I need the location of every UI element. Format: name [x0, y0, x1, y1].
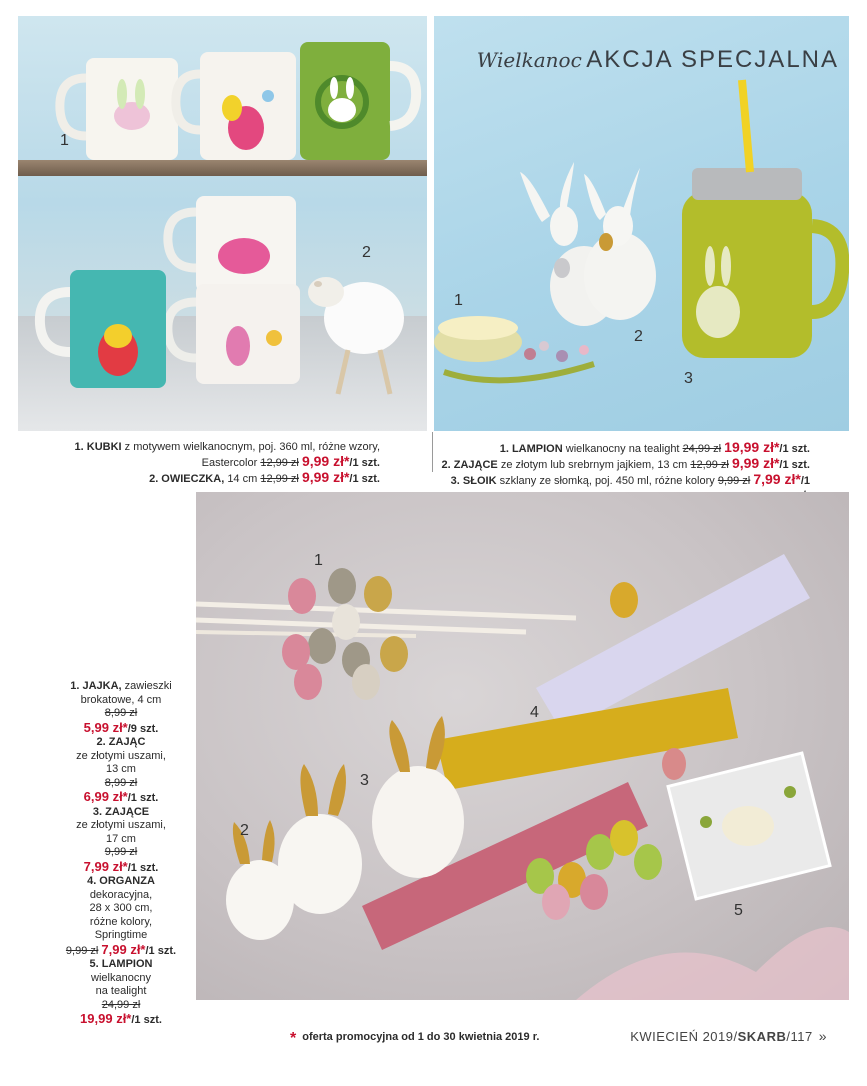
item-name: 2. OWIECZKA, [149, 473, 225, 485]
lantern-box [668, 753, 830, 899]
decor-number-3: 3 [360, 772, 369, 789]
item-description: ze złotym lub srebrnym jajkiem, 13 cm [500, 459, 688, 471]
decor-number-4: 4 [530, 704, 539, 721]
item-description: z motywem wielkanocnym, poj. 360 ml, różne wzory, Eastercolor [124, 441, 380, 469]
item-description: szklany ze słomką, poj. 450 ml, różne kolory [499, 475, 715, 487]
decor-number-5: 5 [734, 902, 743, 919]
caption-mugs [60, 440, 380, 486]
old-price: 12,99 zł [260, 457, 299, 469]
item-name: 1. KUBKI [74, 441, 122, 453]
item-description: 14 cm [227, 473, 258, 485]
list-item-lantern [58, 958, 184, 1028]
page-footer [630, 1028, 827, 1044]
mug-stack [168, 196, 300, 384]
item-description: wielkanocny na tealight [565, 443, 680, 455]
mug-teal-chick [40, 270, 166, 388]
item-name: 1. JAJKA, [70, 680, 122, 692]
mugs-photo [18, 16, 427, 431]
mugs-illustration [18, 16, 427, 431]
next-page-chevron-icon[interactable]: » [818, 1028, 827, 1044]
item-description: na tealight [95, 985, 147, 997]
old-price: 9,99 zł [65, 944, 99, 957]
footer-brand: SKARB [737, 1029, 787, 1044]
price-unit: /1 szt. [349, 473, 380, 485]
item-name: 3. SŁOIK [450, 475, 497, 487]
price-unit: /1 szt. [779, 443, 810, 455]
item-description: ze złotymi uszami, [76, 819, 166, 831]
new-price: 5,99 zł* [83, 719, 128, 735]
sheep-figure [308, 277, 404, 394]
old-price: 24,99 zł [682, 443, 722, 455]
mugs-number-2: 2 [362, 244, 371, 261]
new-price: 6,99 zł* [83, 789, 128, 804]
ceramic-bunnies [520, 162, 656, 326]
candle-lantern [434, 316, 594, 380]
item-name: 1. LAMPION [499, 443, 563, 455]
decor-number-1: 1 [314, 552, 323, 569]
caption-easter-item1 [440, 440, 810, 456]
promo-note-text: oferta promocyjna od 1 do 30 kwietnia 2019 r. [302, 1031, 540, 1043]
easter-number-2: 2 [634, 328, 643, 345]
new-price: 7,99 zł* [753, 471, 801, 487]
old-price: 12,99 zł [690, 459, 729, 471]
price-unit: /1 szt. [779, 459, 810, 471]
wooden-sticks [196, 604, 576, 636]
decorations-illustration [196, 492, 849, 1000]
caption-mugs-item1 [60, 440, 380, 470]
item-description: Springtime [94, 929, 148, 941]
new-price: 19,99 zł* [724, 439, 780, 455]
old-price: 9,99 zł [717, 475, 751, 487]
promo-note [290, 1030, 539, 1048]
old-price: 8,99 zł [104, 707, 138, 719]
new-price: 19,99 zł* [80, 1011, 132, 1026]
item-description: wielkanocny [91, 971, 151, 984]
price-unit: /9 szt. [127, 722, 159, 735]
price-unit: /1 [800, 475, 810, 487]
heading-caps: AKCJA SPECJALNA [586, 46, 839, 73]
item-name: 2. ZAJĄCE [441, 459, 498, 471]
price-unit: /1 szt. [145, 944, 177, 957]
caption-easter-item2 [440, 456, 810, 472]
new-price: 7,99 zł* [101, 941, 146, 957]
item-name: 2. ZAJĄC [96, 736, 146, 748]
old-price: 9,99 zł [104, 846, 138, 858]
special-offer-heading [477, 46, 839, 74]
new-price: 9,99 zł* [731, 455, 780, 471]
item-name: 4. ORGANZA [87, 875, 155, 887]
mugs-number-1: 1 [60, 132, 69, 149]
heading-script: Wielkanoc [476, 48, 582, 72]
easter-number-3: 3 [684, 370, 693, 387]
mug-green-bunny [300, 42, 416, 160]
item-description: 13 cm [106, 763, 136, 775]
price-unit: /1 szt. [127, 861, 159, 874]
price-unit: /1 szt. [127, 792, 159, 804]
wooden-bunny-tall [278, 764, 362, 914]
price-unit: /1 szt. [349, 457, 380, 469]
caption-divider [432, 432, 433, 472]
new-price: 7,99 zł* [83, 858, 128, 874]
mug-bunny-white [60, 58, 178, 160]
promo-star-icon: * [290, 1030, 297, 1047]
glass-jar [682, 80, 842, 358]
easter-special-photo [434, 16, 849, 431]
list-item-bunnies [58, 806, 184, 876]
list-item-organza [58, 875, 184, 958]
item-description: zawieszki [124, 680, 172, 692]
old-price: 12,99 zł [260, 473, 299, 485]
easter-number-1: 1 [454, 292, 463, 309]
old-price: 24,99 zł [101, 998, 141, 1011]
item-description: dekoracyjna, [89, 888, 153, 901]
easter-illustration [434, 16, 849, 431]
mug-happy-easter [176, 52, 296, 160]
list-item-eggs [58, 680, 184, 736]
decor-number-2: 2 [240, 822, 249, 839]
item-description: różne kolory, [89, 915, 153, 928]
caption-mugs-item2 [60, 470, 380, 486]
item-description: ze złotymi uszami, [76, 749, 166, 762]
pink-mesh [576, 927, 849, 1000]
price-unit: /1 szt. [131, 1014, 162, 1026]
list-item-bunny [58, 736, 184, 806]
item-name: 5. LAMPION [89, 958, 153, 970]
item-description: 17 cm [106, 832, 136, 845]
decorations-photo [196, 492, 849, 1000]
new-price: 9,99 zł* [301, 453, 350, 469]
footer-page-number: /117 [786, 1029, 813, 1044]
footer-month: KWIECIEŃ 2019/ [630, 1029, 738, 1044]
item-description: brokatowe, 4 cm [80, 693, 162, 706]
new-price: 9,99 zł* [301, 469, 350, 485]
old-price: 8,99 zł [104, 776, 138, 789]
item-name: 3. ZAJĄCE [92, 805, 150, 818]
item-description: 28 x 300 cm, [89, 902, 153, 914]
single-gold-egg [610, 582, 638, 618]
decor-price-list [58, 680, 184, 1028]
